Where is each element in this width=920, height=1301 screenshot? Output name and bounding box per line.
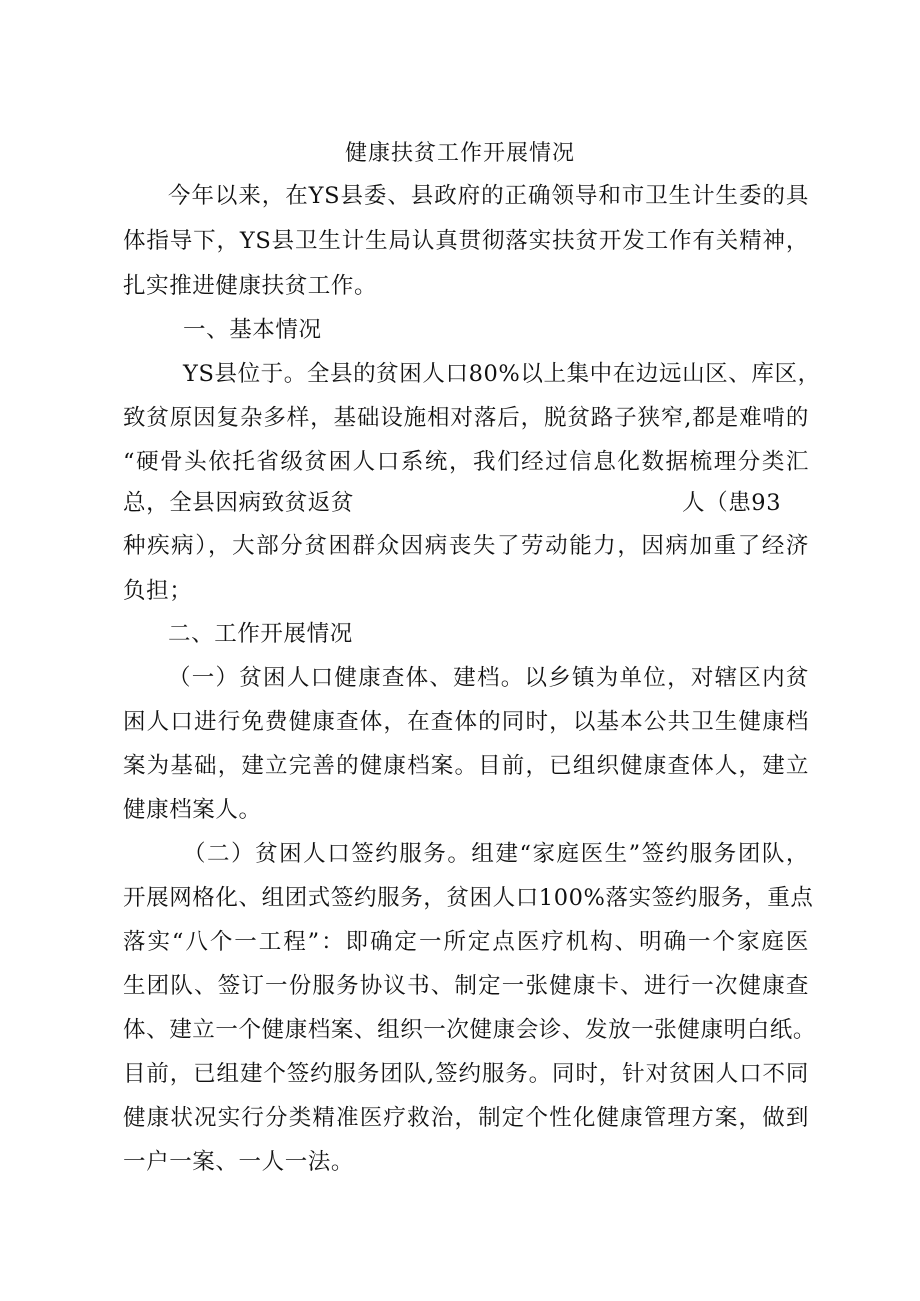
section-1-line-4b: 人（患93 <box>682 490 782 516</box>
section-1-line-2: 致贫原因复杂多样，基础设施相对落后，脱贫路子狭窄,都是难啃的 <box>123 405 809 431</box>
section-2-para-1-line-3: 案为基础，建立完善的健康档案。目前，已组织健康查体人，建立 <box>123 753 809 779</box>
section-2-para-2-line-5: 体、建立一个健康档案、组织一次健康会诊、发放一张健康明白纸。 <box>123 1017 817 1043</box>
section-2-para-1-line-2: 困人口进行免费健康查体，在查体的同时，以基本公共卫生健康档 <box>123 709 809 735</box>
intro-line-1: 今年以来，在YS县委、县政府的正确领导和市卫生计生委的具 <box>168 183 809 209</box>
section-2-para-2-line-6: 目前，已组建个签约服务团队,签约服务。同时，针对贫困人口不同 <box>123 1061 809 1087</box>
document-title: 健康扶贫工作开展情况 <box>344 141 575 166</box>
section-1-line-6: 负担； <box>123 578 193 604</box>
section-2-para-2-line-2: 开展网格化、组团式签约服务，贫困人口100%落实签约服务，重点 <box>123 885 814 911</box>
section-1-line-1: YS县位于。全县的贫困人口80%以上集中在边远山区、库区， <box>183 361 821 387</box>
section-1-line-4a: 总，全县因病致贫返贫 <box>123 490 355 516</box>
section-1-line-3: “硬骨头依托省级贫困人口系统，我们经过信息化数据梳理分类汇 <box>123 449 809 475</box>
section-2-para-2-line-8: 一户一案、一人一法。 <box>123 1149 355 1175</box>
section-2-para-1-line-1: （一）贫困人口健康查体、建档。以乡镇为单位，对辖区内贫 <box>168 665 809 691</box>
section-2-para-2-line-7: 健康状况实行分类精准医疗救治，制定个性化健康管理方案，做到 <box>123 1105 809 1131</box>
section-2-para-2-line-1: （二）贫困人口签约服务。组建“家庭医生”签约服务团队， <box>183 841 809 867</box>
section-1-line-5: 种疾病），大部分贫困群众因病丧失了劳动能力，因病加重了经济 <box>123 533 809 559</box>
intro-line-3: 扎实推进健康扶贫工作。 <box>123 273 378 299</box>
section-1-heading: 一、基本情况 <box>183 317 322 343</box>
section-2-para-1-line-4: 健康档案人。 <box>123 797 262 823</box>
section-2-heading: 二、工作开展情况 <box>168 621 353 647</box>
intro-line-2: 体指导下，YS县卫生计生局认真贯彻落实扶贫开发工作有关精神， <box>123 228 809 254</box>
section-2-para-2-line-4: 生团队、签订一份服务协议书、制定一张健康卡、进行一次健康查 <box>123 973 809 999</box>
section-2-para-2-line-3: 落实“八个一工程”：即确定一所定点医疗机构、明确一个家庭医 <box>123 929 809 955</box>
